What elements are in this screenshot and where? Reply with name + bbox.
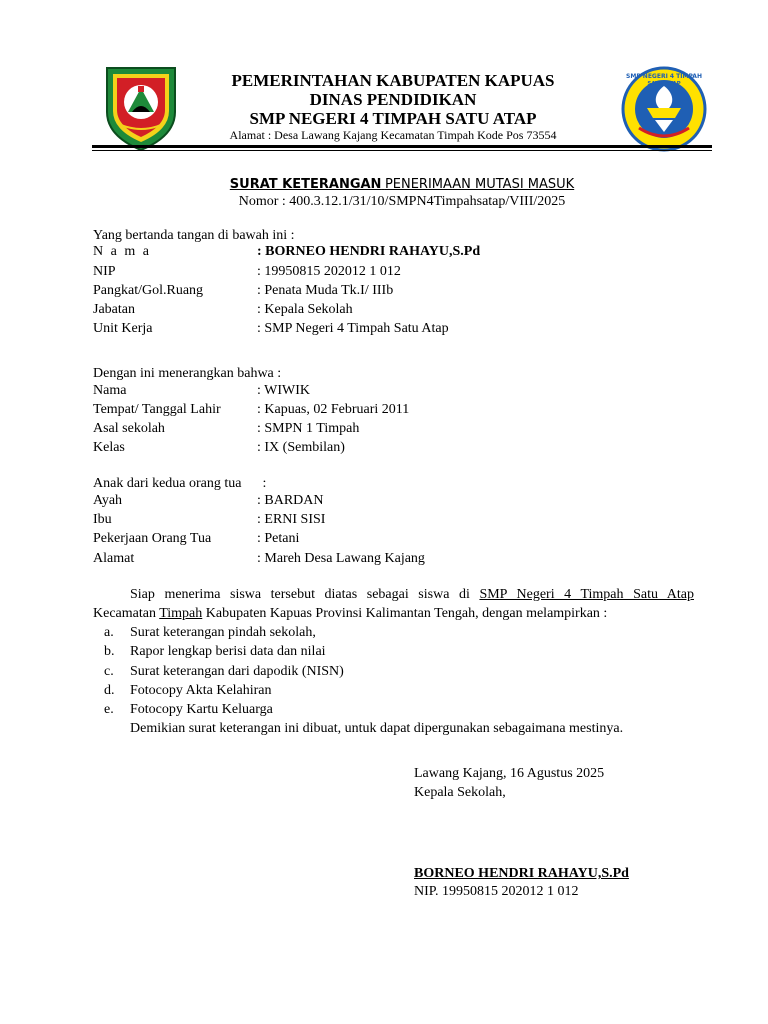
svg-text:SMP NEGERI 4 TIMPAH: SMP NEGERI 4 TIMPAH	[626, 73, 702, 80]
letterhead-rule-thick	[92, 145, 712, 148]
signer-nip-label: NIP	[93, 264, 116, 279]
signature-name: BORNEO HENDRI RAHAYU,S.Pd	[414, 866, 629, 881]
list-text: Surat keterangan pindah sekolah,	[130, 625, 316, 640]
student-origin-value: : SMPN 1 Timpah	[257, 421, 360, 436]
list-letter: d.	[104, 683, 115, 698]
letterhead-address: Alamat : Desa Lawang Kajang Kecamatan Timpah Kode Pos 73554	[229, 128, 557, 142]
list-letter: a.	[104, 625, 114, 640]
list-item	[0, 663, 768, 681]
student-name-label: Nama	[93, 383, 127, 398]
father-label: Ayah	[93, 493, 123, 508]
list-text: Fotocopy Kartu Keluarga	[130, 702, 273, 717]
closing-statement: Demikian surat keterangan ini dibuat, untuk dapat dipergunakan sebagaimana mestinya.	[130, 721, 624, 736]
letterhead-rule-thin	[92, 150, 712, 151]
occupation-value: : Petani	[257, 531, 300, 546]
signer-position-label: Jabatan	[93, 302, 135, 317]
list-item	[0, 701, 768, 719]
timpah-underlined: Timpah	[159, 606, 203, 621]
letterhead-department: DINAS PENDIDIKAN	[309, 90, 477, 109]
letter-title	[92, 176, 712, 193]
signer-unit-value: : SMP Negeri 4 Timpah Satu Atap	[257, 321, 449, 336]
signature-nip: NIP. 19950815 202012 1 012	[414, 884, 579, 899]
mother-label: Ibu	[93, 512, 112, 527]
parents-intro: Anak dari kedua orang tua :	[93, 476, 267, 491]
student-class-value: : IX (Sembilan)	[257, 440, 345, 455]
tut-wuri-handayani-icon	[617, 66, 711, 152]
student-origin-label: Asal sekolah	[93, 421, 165, 436]
letterhead-school: SMP NEGERI 4 TIMPAH SATU ATAP	[249, 109, 537, 128]
list-text: Rapor lengkap berisi data dan nilai	[130, 644, 326, 659]
district-prefix: Kecamatan	[93, 606, 160, 621]
father-value: : BARDAN	[257, 493, 324, 508]
school-name-underlined: SMP Negeri 4 Timpah Satu Atap	[479, 587, 694, 602]
signature-position: Kepala Sekolah,	[414, 785, 506, 800]
list-item	[0, 682, 768, 700]
mother-value: : ERNI SISI	[257, 512, 326, 527]
list-text: Fotocopy Akta Kelahiran	[130, 683, 272, 698]
signature-place-date: Lawang Kajang, 16 Agustus 2025	[414, 766, 605, 781]
kapuas-emblem-icon	[102, 64, 180, 152]
student-birth-value: : Kapuas, 02 Februari 2011	[257, 402, 410, 417]
student-birth-label: Tempat/ Tanggal Lahir	[93, 402, 221, 417]
list-letter: b.	[104, 644, 115, 659]
district-suffix: Kabupaten Kapuas Provinsi Kalimantan Tengah, dengan melampirkan :	[202, 606, 608, 621]
signer-name-label: N a m a	[93, 244, 151, 259]
signer-name-value: : BORNEO HENDRI RAHAYU,S.Pd	[257, 244, 481, 259]
title-main: SURAT KETERANGAN	[229, 177, 382, 192]
list-letter: e.	[104, 702, 114, 717]
list-text: Surat keterangan dari dapodik (NISN)	[130, 664, 344, 679]
signer-unit-label: Unit Kerja	[93, 321, 153, 336]
signer-intro: Yang bertanda tangan di bawah ini :	[93, 228, 295, 243]
letterhead-government: PEMERINTAHAN KABUPATEN KAPUAS	[231, 71, 555, 90]
svg-text:SATU ATAP: SATU ATAP	[647, 81, 681, 87]
address-label: Alamat	[93, 551, 135, 566]
signer-rank-label: Pangkat/Gol.Ruang	[93, 283, 204, 298]
acceptance-text: Siap menerima siswa tersebut diatas sebagai siswa di	[130, 587, 480, 602]
list-item	[0, 624, 768, 642]
signer-nip-value: : 19950815 202012 1 012	[257, 264, 401, 279]
letter-number: Nomor : 400.3.12.1/31/10/SMPN4Timpahsatap/VIII/2025	[238, 194, 566, 209]
occupation-label: Pekerjaan Orang Tua	[93, 531, 212, 546]
address-value: : Mareh Desa Lawang Kajang	[257, 551, 425, 566]
signer-rank-value: : Penata Muda Tk.I/ IIIb	[257, 283, 394, 298]
list-item	[0, 643, 768, 661]
student-name-value: : WIWIK	[257, 383, 310, 398]
list-letter: c.	[104, 664, 114, 679]
signer-position-value: : Kepala Sekolah	[257, 302, 353, 317]
title-sub: PENERIMAAN MUTASI MASUK	[384, 177, 575, 192]
acceptance-paragraph	[93, 585, 694, 623]
student-class-label: Kelas	[93, 440, 125, 455]
student-intro: Dengan ini menerangkan bahwa :	[93, 366, 282, 381]
